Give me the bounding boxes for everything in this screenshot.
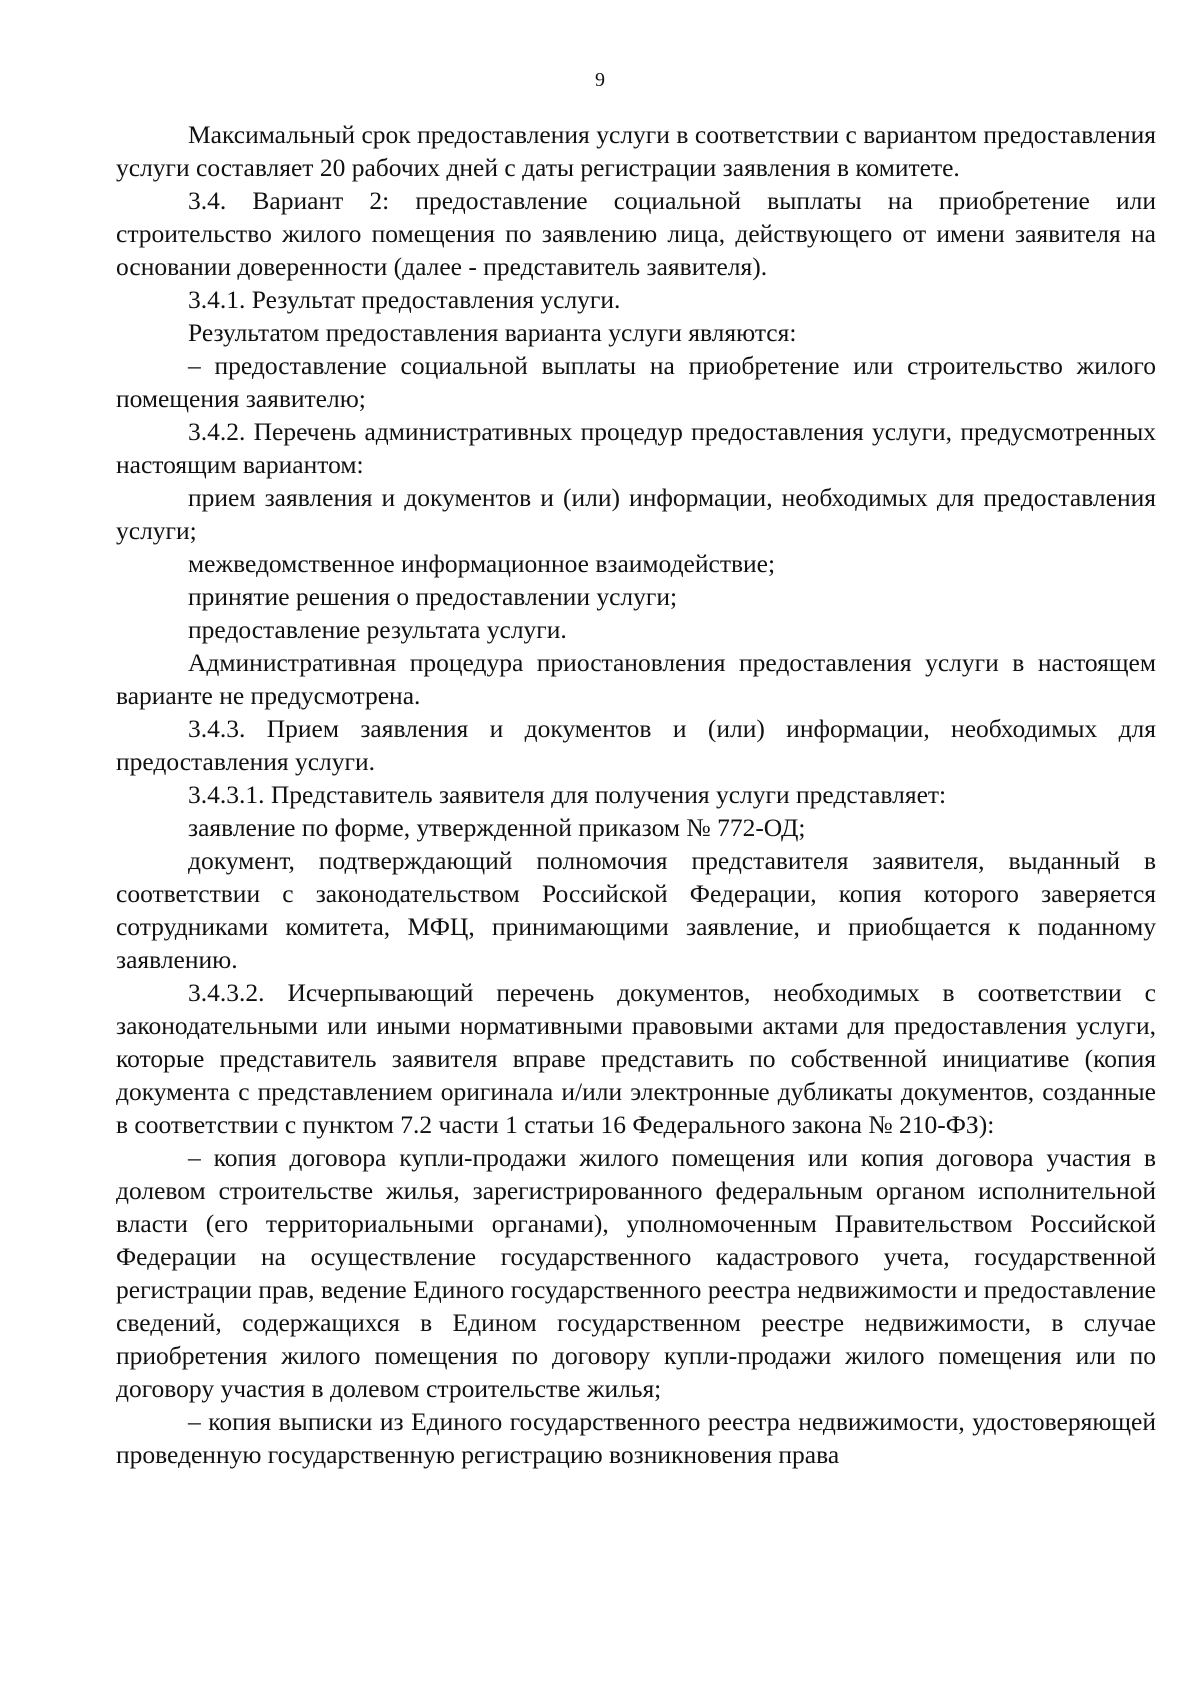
paragraph-procedure-interagency: межведомственное информационное взаимодействие; [188,549,776,578]
paragraph-registry-extract: – копия выписки из Единого государственного реестра недвижимости, удостоверяющей проведенную государственную регистрацию возникновения права [116,1407,1156,1469]
paragraph-procedure-result: предоставление результата услуги. [188,615,567,644]
paragraph-application-form: заявление по форме, утвержденной приказом № 772-ОД; [188,813,806,842]
paragraph-contract-copy: – копия договора купли-продажи жилого помещения или копия договора участия в долевом строительстве жилья, зарегистрированного федеральным органом исполнительной власти (его территориальными органами), уполномоченным Правительством Российской Федерации на осуществление государственного кадастрового учета, государственной регистрации прав, ведение Единого государственного реестра недвижимости и предоставление сведений, содержащихся в Едином государственном реестре недвижимости, в случае приобретения жилого помещения по договору купли-продажи жилого помещения или по договору участия в долевом строительстве жилья; [116,1143,1156,1403]
paragraph-variant-2: 3.4. Вариант 2: предоставление социальной выплаты на приобретение или строительство жилого помещения по заявлению лица, действующего от имени заявителя на основании доверенности (далее - представитель заявителя). [116,186,1156,281]
paragraph-3-4-1: 3.4.1. Результат предоставления услуги. [188,285,621,314]
paragraph-procedure-reception: прием заявления и документов и (или) информации, необходимых для предоставления услуги; [116,483,1156,545]
document-body [116,118,1156,1471]
paragraph-suspension: Административная процедура приостановления предоставления услуги в настоящем варианте не предусмотрена. [116,648,1156,710]
paragraph-procedure-decision: принятие решения о предоставлении услуги; [188,582,678,611]
paragraph-max-term: Максимальный срок предоставления услуги в соответствии с вариантом предоставления услуги составляет 20 рабочих дней с даты регистрации заявления в комитете. [116,120,1156,182]
paragraph-authority-document: документ, подтверждающий полномочия представителя заявителя, выданный в соответствии с законодательством Российской Федерации, копия которого заверяется сотрудниками комитета, МФЦ, принимающими заявление, и приобщается к поданному заявлению. [116,846,1156,974]
paragraph-3-4-3-1: 3.4.3.1. Представитель заявителя для получения услуги представляет: [188,780,947,809]
paragraph-result-item: – предоставление социальной выплаты на приобретение или строительство жилого помещения заявителю; [116,351,1156,413]
paragraph-3-4-3-2: 3.4.3.2. Исчерпывающий перечень документов, необходимых в соответствии с законодательными или иными нормативными правовыми актами для предоставления услуги, которые представитель заявителя вправе представить по собственной инициативе (копия документа с представлением оригинала и/или электронные дубликаты документов, созданные в соответствии с пунктом 7.2 части 1 статьи 16 Федерального закона № 210-ФЗ): [116,978,1156,1139]
paragraph-3-4-2: 3.4.2. Перечень административных процедур предоставления услуги, предусмотренных настоящим вариантом: [116,417,1156,479]
page-number: 9 [595,69,605,91]
paragraph-3-4-3: 3.4.3. Прием заявления и документов и (или) информации, необходимых для предоставления услуги. [116,714,1156,776]
paragraph-result-intro: Результатом предоставления варианта услуги являются: [188,318,797,347]
